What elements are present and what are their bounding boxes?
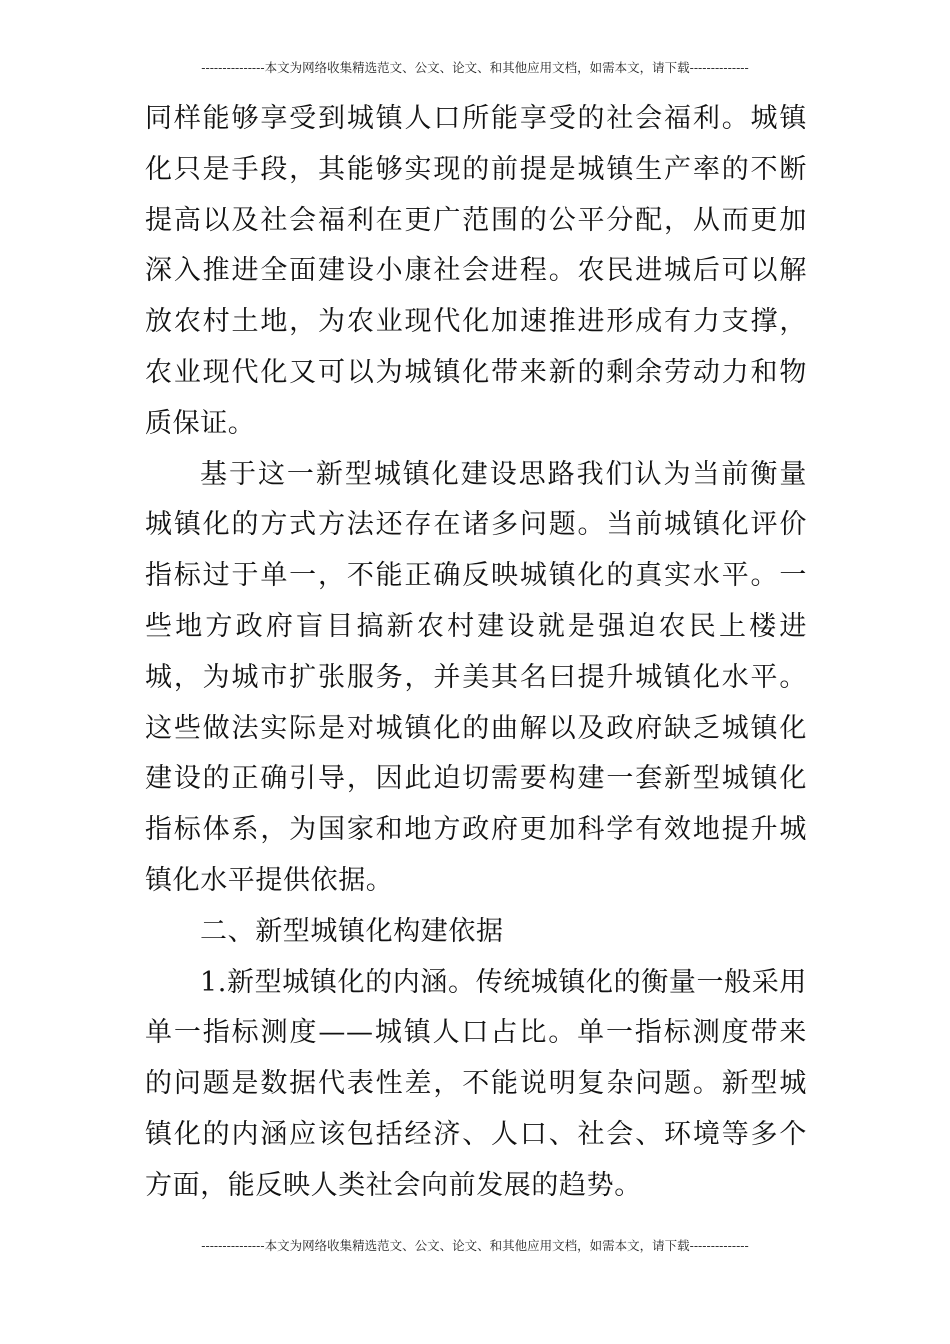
- paragraph-social-welfare: 同样能够享受到城镇人口所能享受的社会福利。城镇化只是手段，其能够实现的前提是城镇生产率的不断提高以及社会福利在更广范围的公平分配，从而更加深入推进全面建设小康社会进程。农民进城后可以解放农村土地，为农业现代化加速推进形成有力支撑，农业现代化又可以为城镇化带来新的剩余劳动力和物质保证。: [145, 103, 807, 439]
- page-footer: ---------------本文为网络收集精选范文、公文、论文、和其他应用文档，如需本文，请下载--------------: [201, 1238, 749, 1253]
- section-heading-construction-basis: 二、新型城镇化构建依据: [200, 915, 504, 947]
- document-body: [145, 94, 807, 1212]
- paragraph-measurement-problems: 基于这一新型城镇化建设思路我们认为当前衡量城镇化的方式方法还存在诸多问题。当前城镇化评价指标过于单一，不能正确反映城镇化的真实水平。一些地方政府盲目搞新农村建设就是强迫农民上楼进城，为城市扩张服务，并美其名曰提升城镇化水平。这些做法实际是对城镇化的曲解以及政府缺乏城镇化建设的正确引导，因此迫切需要构建一套新型城镇化指标体系，为国家和地方政府更加科学有效地提升城镇化水平提供依据。: [145, 458, 807, 896]
- paragraph-connotation: 1.新型城镇化的内涵。传统城镇化的衡量一般采用单一指标测度——城镇人口占比。单一指标测度带来的问题是数据代表性差，不能说明复杂问题。新型城镇化的内涵应该包括经济、人口、社会、环境等多个方面，能反映人类社会向前发展的趋势。: [145, 966, 807, 1201]
- page-header: ---------------本文为网络收集精选范文、公文、论文、和其他应用文档，如需本文，请下载--------------: [201, 60, 749, 75]
